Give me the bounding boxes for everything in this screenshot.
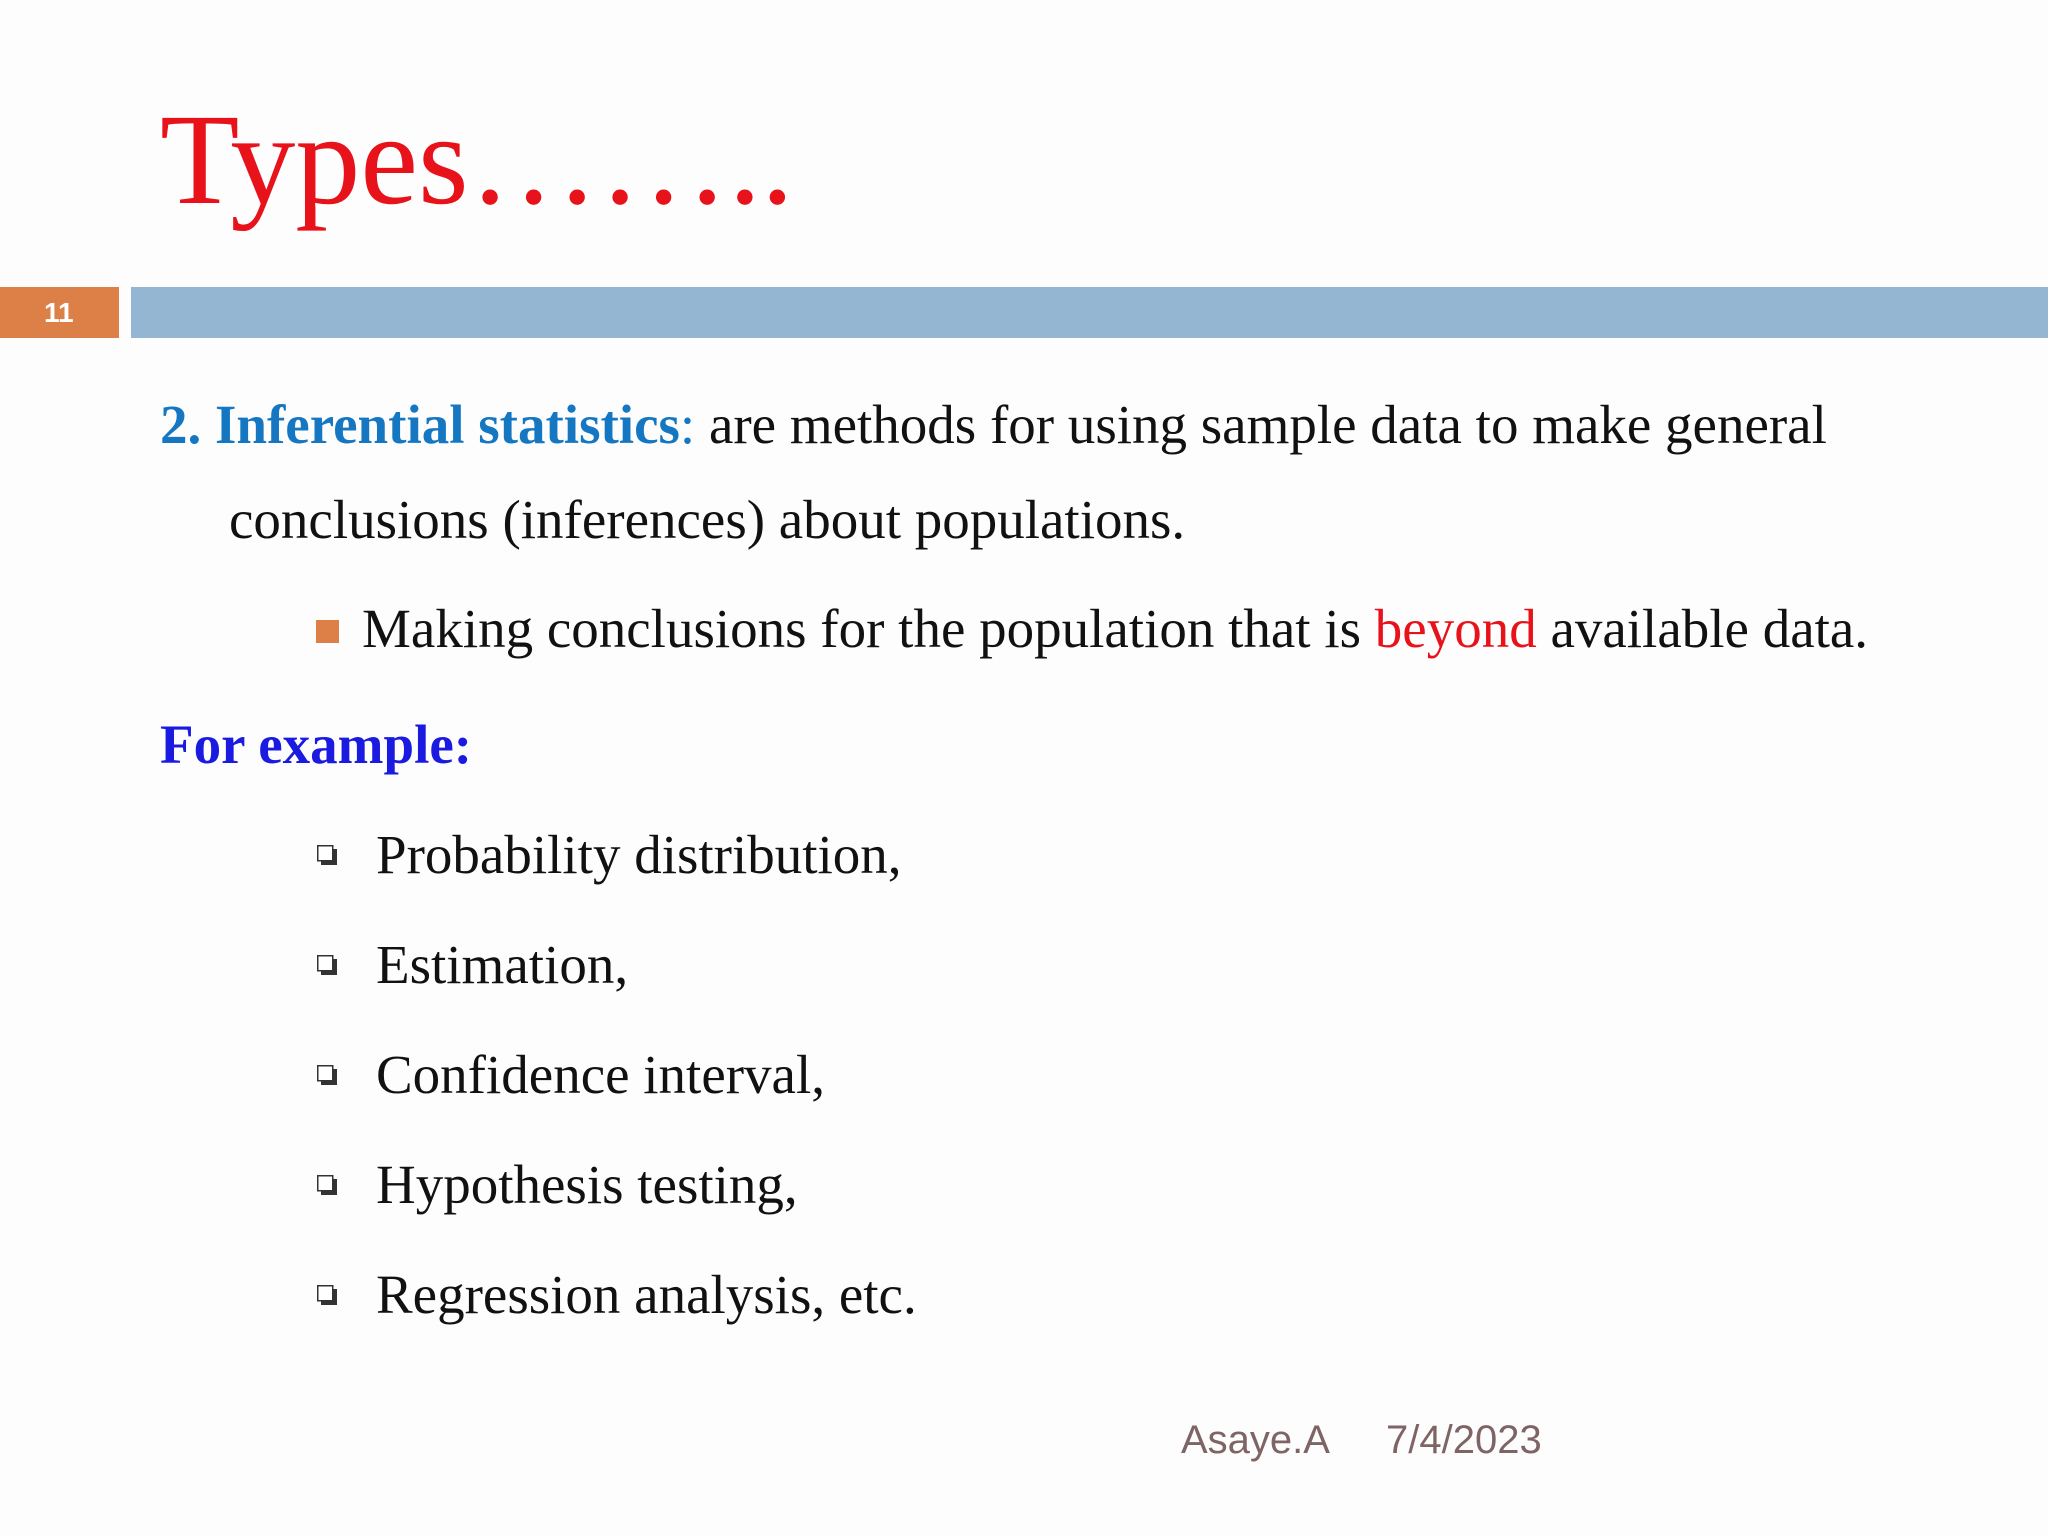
definition-text-1: are methods for using sample data to make general [695,394,1827,455]
sub-bullet-text [362,598,1869,659]
box-bullet-icon [317,845,338,866]
example-item: Probability distribution, [376,824,902,885]
definition-colon: : [679,394,696,455]
title-divider-bar [131,287,2048,338]
example-item: Confidence interval, [376,1044,825,1105]
slide-title: Types…….. [160,88,794,232]
definition-line-2: conclusions (inferences) about populations. [229,489,1186,550]
sub-bullet-before: Making conclusions for the population that is [362,598,1375,659]
example-heading: For example: [160,714,473,775]
definition-line-1 [160,394,1827,455]
sub-bullet-after: available data. [1536,598,1869,659]
footer-author: Asaye.A [1181,1418,1330,1462]
box-bullet-icon [317,1285,338,1306]
box-bullet-icon [317,1065,338,1086]
sub-bullet-highlight: beyond [1374,598,1537,659]
definition-term: 2. Inferential statistics [160,394,680,455]
footer-date: 7/4/2023 [1386,1418,1542,1462]
box-bullet-icon [317,955,338,976]
example-item: Estimation, [376,934,629,995]
box-bullet-icon [317,1175,338,1196]
slide-number-badge: 11 [0,287,119,338]
filled-square-bullet-icon [316,620,339,643]
example-item: Regression analysis, etc. [376,1264,917,1325]
example-item: Hypothesis testing, [376,1154,798,1215]
